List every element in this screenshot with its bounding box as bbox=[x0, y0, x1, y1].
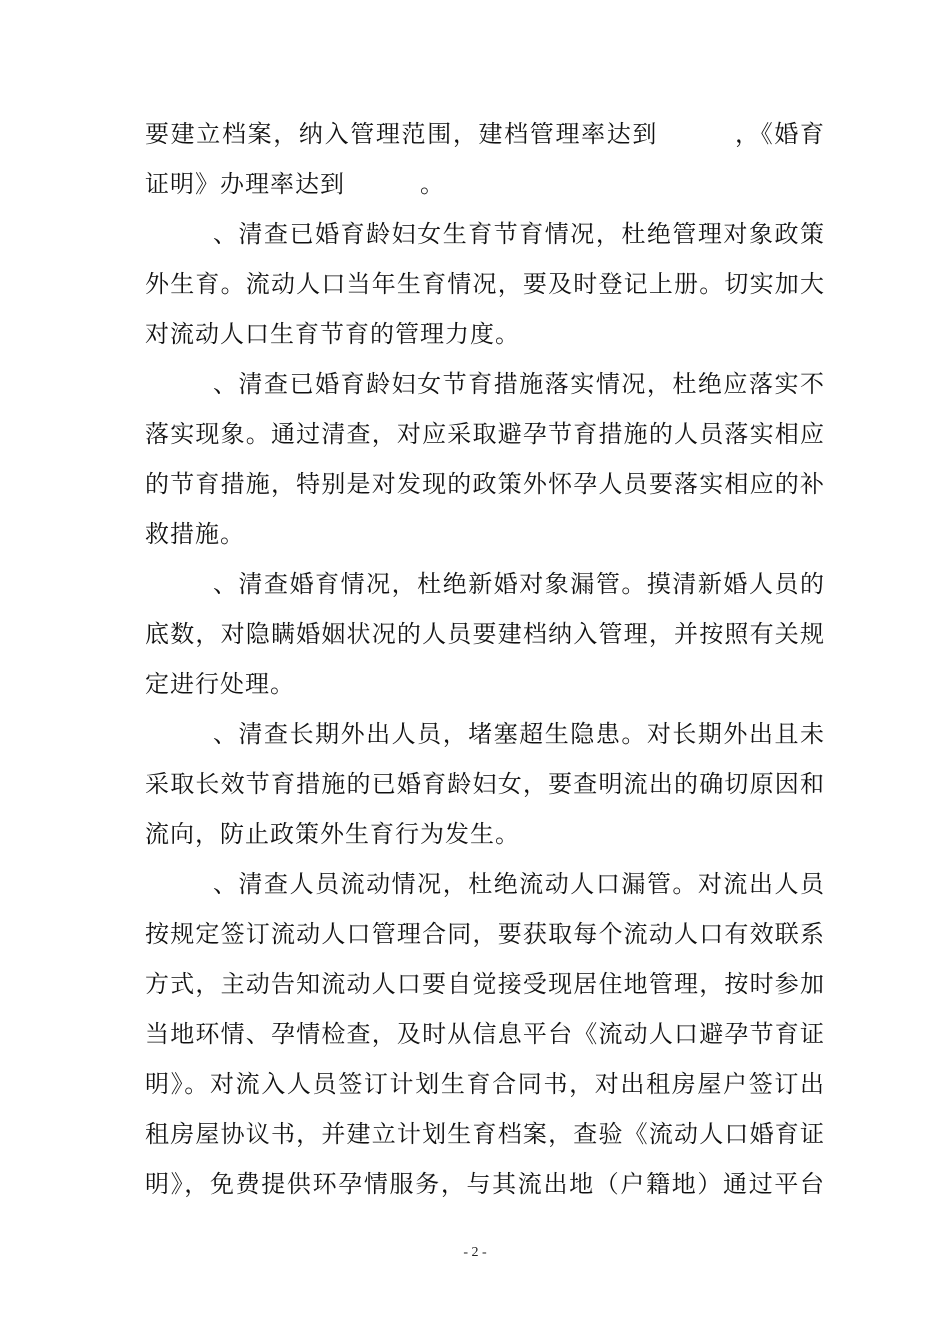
text-line: 的节育措施，特别是对发现的政策外怀孕人员要落实相应的补 bbox=[145, 470, 825, 498]
text-line: 、清查已婚育龄妇女节育措施落实情况，杜绝应落实不 bbox=[213, 370, 825, 398]
text-line: 采取长效节育措施的已婚育龄妇女，要查明流出的确切原因和 bbox=[145, 770, 825, 798]
text-line: 方式，主动告知流动人口要自觉接受现居住地管理，按时参加 bbox=[145, 970, 825, 998]
text-line: 按规定签订流动人口管理合同，要获取每个流动人口有效联系 bbox=[145, 920, 825, 948]
text-line: 、清查长期外出人员，堵塞超生隐患。对长期外出且未 bbox=[213, 720, 825, 748]
text-line: 、清查婚育情况，杜绝新婚对象漏管。摸清新婚人员的 bbox=[213, 570, 825, 598]
text-line: 外生育。流动人口当年生育情况，要及时登记上册。切实加大 bbox=[145, 270, 825, 298]
text-line: 明》。对流入人员签订计划生育合同书，对出租房屋户签订出 bbox=[145, 1070, 825, 1098]
page-number: - 2 - bbox=[463, 1245, 487, 1260]
text-line: 落实现象。通过清查，对应采取避孕节育措施的人员落实相应 bbox=[145, 420, 825, 448]
text-line: 租房屋协议书，并建立计划生育档案，查验《流动人口婚育证 bbox=[145, 1120, 825, 1148]
text-line: 流向，防止政策外生育行为发生。 bbox=[145, 820, 520, 848]
text-line: 要建立档案，纳入管理范围，建档管理率达到 ，《婚育 bbox=[145, 120, 825, 148]
text-line: 、清查已婚育龄妇女生育节育情况，杜绝管理对象政策 bbox=[213, 220, 825, 248]
text-line: 救措施。 bbox=[145, 520, 245, 548]
text-line: 证明》办理率达到 。 bbox=[145, 170, 445, 198]
text-line: 当地环情、孕情检查，及时从信息平台《流动人口避孕节育证 bbox=[145, 1020, 825, 1048]
text-line: 、清查人员流动情况，杜绝流动人口漏管。对流出人员 bbox=[213, 870, 825, 898]
text-line: 对流动人口生育节育的管理力度。 bbox=[145, 320, 520, 348]
text-line: 底数，对隐瞒婚姻状况的人员要建档纳入管理，并按照有关规 bbox=[145, 620, 825, 648]
text-line: 定进行处理。 bbox=[145, 670, 295, 698]
text-line: 明》，免费提供环孕情服务，与其流出地（户籍地）通过平台 bbox=[145, 1170, 825, 1198]
